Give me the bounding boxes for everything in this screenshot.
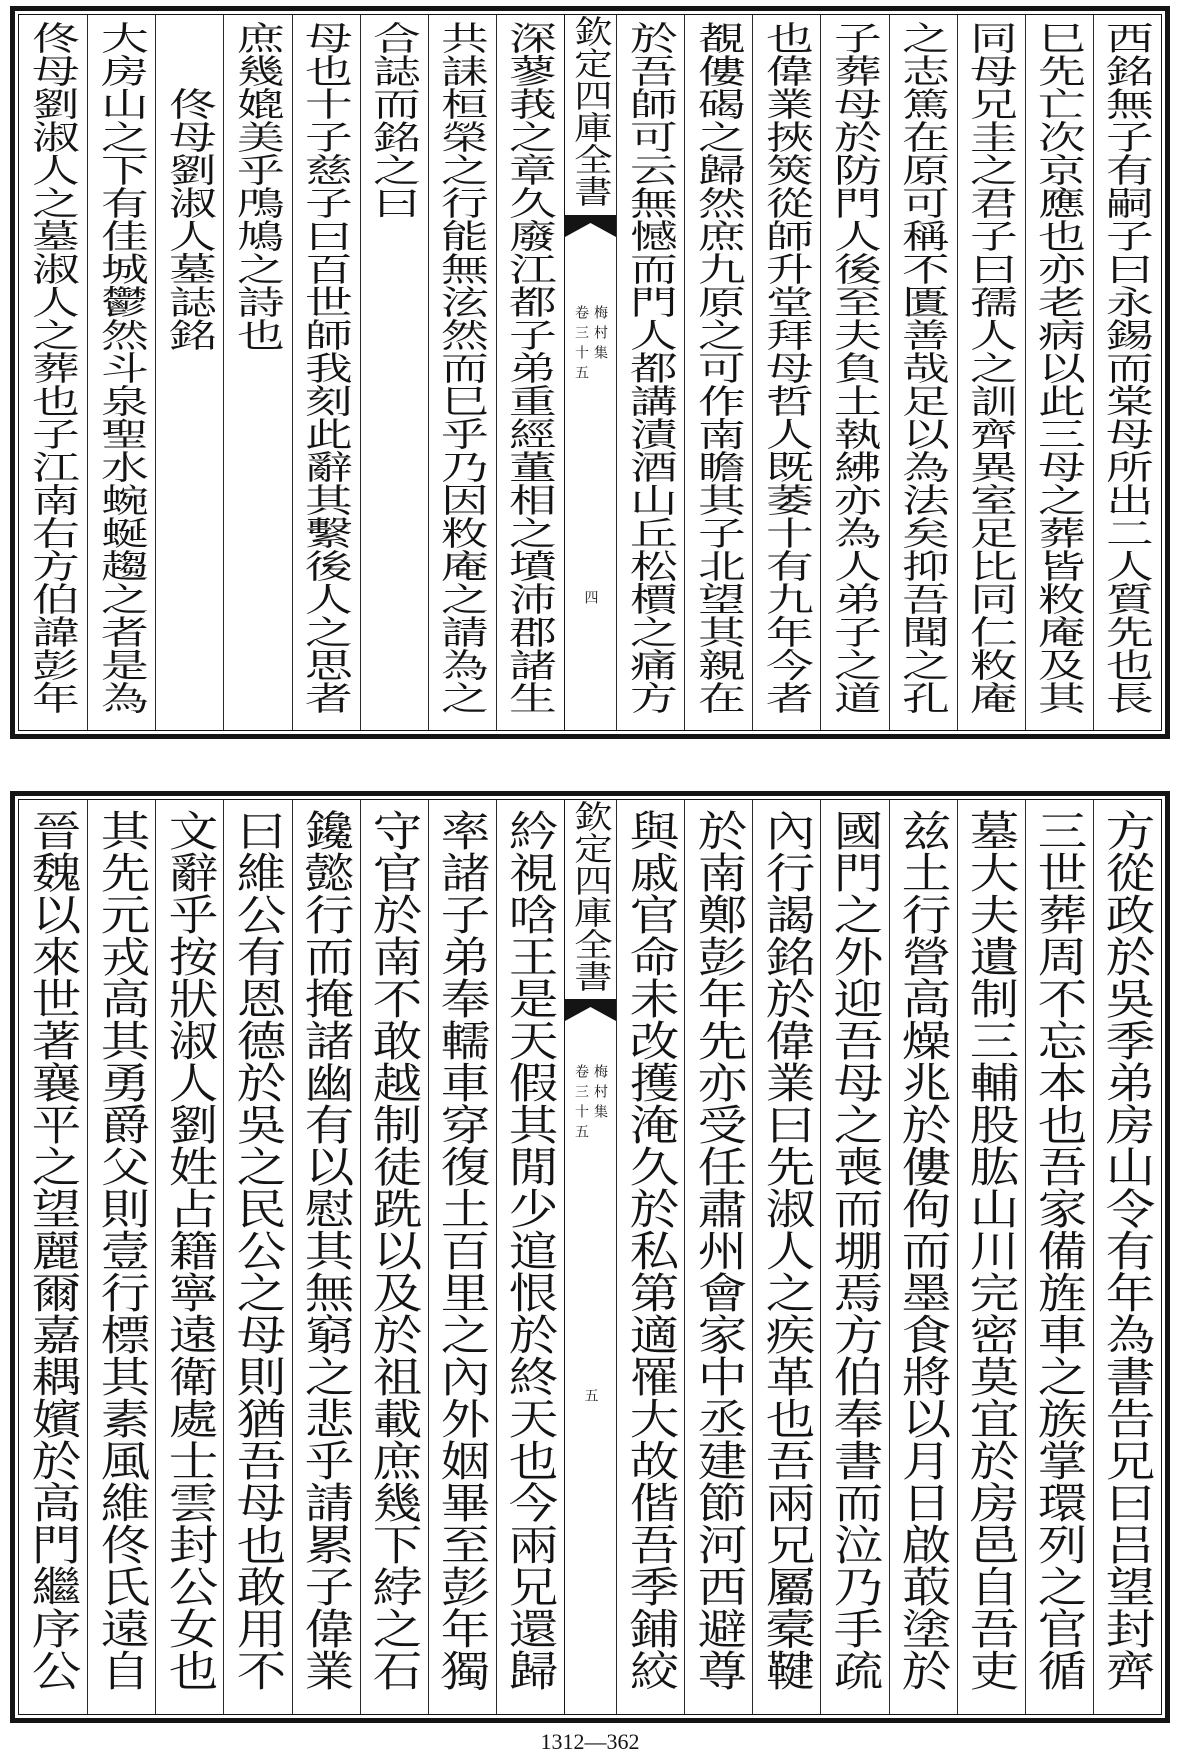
banxin-book-title: 梅村集	[592, 1064, 608, 1124]
fishtail-ornament-icon	[565, 999, 616, 1021]
text-column	[155, 800, 223, 1714]
text-column	[889, 800, 957, 1714]
column-text: 巳先亡次京應也亦老病以此三母之葬皆敉庵及其	[1031, 21, 1088, 714]
column-text: 文辭乎按狀淑人劉姓占籍寧遠衛處士雲封公女也	[161, 809, 220, 1691]
column-text: 於南鄭彭年先亦受任肅州會家中丞建節河西避尊	[690, 809, 749, 1691]
banxin-collection-title: 欽定四庫全書	[567, 800, 614, 992]
text-column	[87, 800, 155, 1714]
fishtail-ornament-icon	[565, 215, 616, 237]
page-number: 四	[582, 590, 599, 604]
text-column	[19, 15, 87, 730]
text-column	[957, 800, 1025, 1714]
column-text: 守官於南不敢越制徒跣以及於祖載庶幾下綍之石	[365, 809, 424, 1691]
column-text: 墓大夫遺制三輔股肱山川完密莫宜於房邑自吾吏	[962, 809, 1021, 1691]
column-text: 之志篤在原可稱不匱善哉足以為法矣抑吾聞之孔	[894, 21, 952, 714]
column-text: 同母兄圭之君子曰孺人之訓齊異室足比同仁敉庵	[962, 21, 1020, 714]
text-column	[1093, 800, 1161, 1714]
text-column	[292, 15, 360, 730]
text-column	[820, 15, 888, 730]
column-text: 鑱懿行而掩諸幽有以慰其無窮之悲乎請累子偉業	[297, 809, 356, 1691]
text-column	[1025, 800, 1093, 1714]
banxin-volume-info	[565, 305, 616, 385]
column-text: 其先元戎高其勇爵父則壹行標其素風維佟氏遠自	[93, 809, 152, 1691]
column-text: 於吾師可云無憾而門人都講漬酒山丘松檟之痛方	[622, 21, 679, 714]
section-title: 佟母劉淑人墓誌銘	[161, 87, 219, 351]
column-text: 子葬母於防門人後至夫負土執紼亦為人弟子之道	[826, 21, 884, 714]
column-text: 也偉業挾筴從師升堂拜母哲人既萎十有九年今者	[758, 21, 816, 714]
column-text: 曰維公有恩德於吳之民公之母則猶吾母也敢用不	[229, 809, 288, 1691]
text-column	[1025, 15, 1093, 730]
banxin-volume-number: 卷三十五	[573, 1064, 589, 1144]
text-column	[752, 15, 820, 730]
upper-page-grid	[18, 14, 1162, 731]
text-column	[752, 800, 820, 1714]
lower-page-panel	[10, 791, 1170, 1723]
column-text: 方從政於吳季弟房山令有年為書告兄曰吕望封齊	[1099, 809, 1157, 1691]
text-column	[684, 800, 752, 1714]
column-text: 西銘無子有嗣子曰永錫而棠母所出二人質先也長	[1099, 21, 1156, 714]
banxin-book-title: 梅村集	[592, 305, 608, 365]
text-column	[957, 15, 1025, 730]
column-text: 紟視唅王是天假其閒少逭恨於終天也今兩兄還歸	[502, 809, 560, 1691]
column-text: 晉魏以來世著襄平之望麗爾嘉耦嬪於高門繼序公	[24, 809, 83, 1691]
column-text: 深蓼莪之章久廢江都子弟重經董相之墳沛郡諸生	[502, 21, 559, 714]
column-text: 共誄桓榮之行能無泫然而巳乎乃因敉庵之請為之	[434, 21, 491, 714]
text-column	[428, 15, 496, 730]
section-title-column	[155, 15, 223, 730]
text-column	[889, 15, 957, 730]
column-text: 合誌而銘之曰	[365, 21, 423, 219]
text-column	[428, 800, 496, 1714]
text-column	[223, 800, 291, 1714]
column-text: 國門之外迎吾母之喪而堋焉方伯奉書而泣乃手疏	[826, 809, 885, 1691]
column-text: 大房山之下有佳城鬱然斗泉聖水蜿蜒趨之者是為	[93, 21, 150, 714]
text-column	[360, 800, 428, 1714]
text-column	[1093, 15, 1161, 730]
text-column	[616, 800, 684, 1714]
text-column	[360, 15, 428, 730]
upper-page-panel	[10, 6, 1170, 739]
text-column	[496, 15, 564, 730]
column-text: 佟母劉淑人之墓淑人之葬也子江南右方伯諱彭年	[24, 21, 82, 714]
column-text: 母也十子慈子曰百世師我刻此辭其繫後人之思者	[297, 21, 355, 714]
column-text: 兹土行營高燥兆於僂佝而墨食將以月日啟菆塗於	[894, 809, 953, 1691]
banxin-volume-number: 卷三十五	[573, 305, 589, 385]
text-column	[684, 15, 752, 730]
text-column	[19, 800, 87, 1714]
banxin-collection-title: 欽定四庫全書	[567, 15, 614, 207]
page-number: 五	[582, 1388, 599, 1402]
column-text: 庶幾媲美乎鳲鳩之詩也	[229, 21, 287, 351]
text-column	[87, 15, 155, 730]
column-text: 三世葬周不忘本也吾家備旌車之族掌環列之官循	[1030, 809, 1089, 1691]
text-column	[616, 15, 684, 730]
text-column	[820, 800, 888, 1714]
text-column	[292, 800, 360, 1714]
banxin-center-column	[564, 15, 616, 730]
column-text: 與戚官命未改擭淹久於私第適罹大故偕吾季鋪絞	[622, 809, 681, 1691]
footer-page-reference: 1312—362	[540, 1729, 640, 1754]
banxin-center-column	[564, 800, 616, 1714]
column-text: 內行謁銘於偉業曰先淑人之疾革也吾兩兄屬槖鞬	[758, 809, 817, 1691]
column-text: 覩僂碣之歸然庶九原之可作南瞻其子北望其親在	[690, 21, 747, 714]
text-column	[223, 15, 291, 730]
lower-page-grid	[18, 799, 1162, 1715]
column-text: 率諸子弟奉轜車穿復土百里之內外姻畢至彭年獨	[433, 809, 492, 1691]
banxin-volume-info	[565, 1064, 616, 1144]
text-column	[496, 800, 564, 1714]
